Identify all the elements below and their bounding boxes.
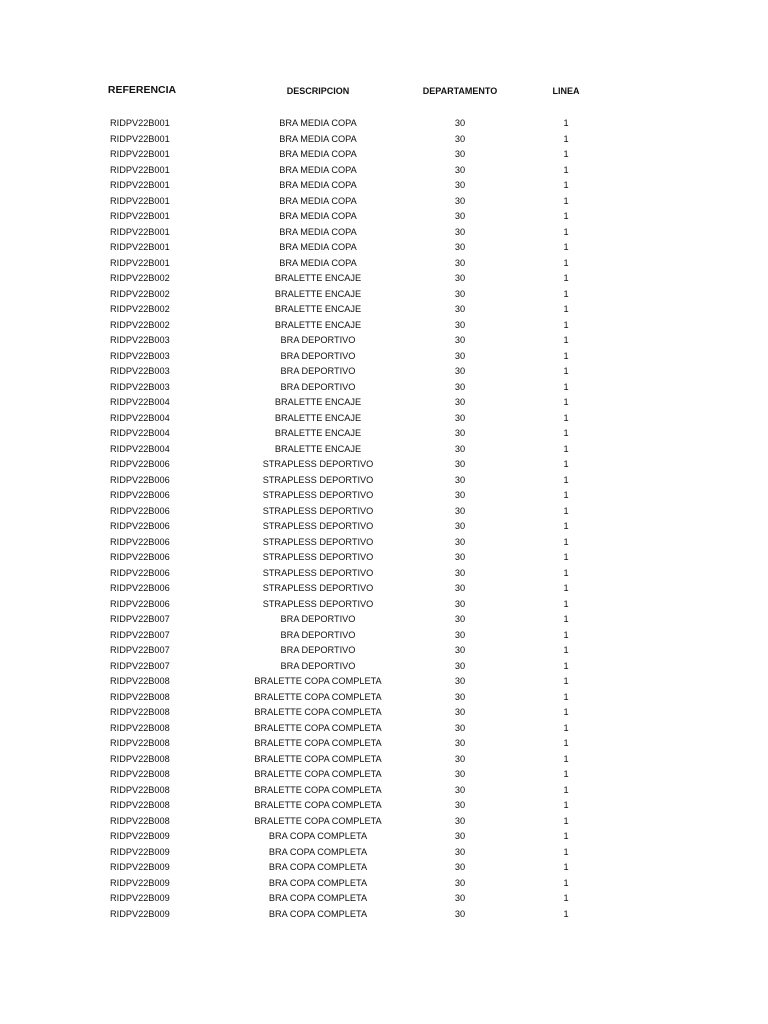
cell-referencia: RIDPV22B007 bbox=[110, 614, 170, 624]
cell-linea: 1 bbox=[563, 567, 569, 578]
cell-referencia: RIDPV22B006 bbox=[110, 598, 170, 609]
table-row bbox=[0, 426, 768, 442]
cell-departamento: 30 bbox=[454, 536, 466, 547]
cell-linea: 1 bbox=[563, 428, 569, 438]
cell-linea: 1 bbox=[563, 164, 569, 175]
table-row bbox=[0, 628, 768, 644]
table-row bbox=[0, 302, 768, 318]
cell-linea: 1 bbox=[563, 629, 569, 640]
cell-linea: 1 bbox=[563, 753, 569, 764]
cell-linea: 1 bbox=[563, 583, 569, 593]
cell-descripcion: STRAPLESS DEPORTIVO bbox=[262, 583, 374, 593]
cell-linea: 1 bbox=[563, 846, 569, 857]
cell-descripcion: STRAPLESS DEPORTIVO bbox=[262, 598, 374, 609]
cell-descripcion: BRALETTE ENCAJE bbox=[274, 443, 362, 454]
cell-referencia: RIDPV22B001 bbox=[110, 149, 170, 159]
cell-linea: 1 bbox=[563, 335, 569, 345]
cell-referencia: RIDPV22B006 bbox=[110, 567, 170, 578]
cell-departamento: 30 bbox=[454, 707, 466, 717]
cell-referencia: RIDPV22B004 bbox=[110, 412, 170, 423]
cell-linea: 1 bbox=[563, 242, 569, 252]
cell-departamento: 30 bbox=[454, 521, 466, 531]
table-row bbox=[0, 643, 768, 659]
cell-descripcion: BRA MEDIA COPA bbox=[279, 164, 357, 175]
cell-linea: 1 bbox=[563, 660, 569, 671]
cell-descripcion: BRALETTE COPA COMPLETA bbox=[254, 815, 382, 826]
cell-departamento: 30 bbox=[454, 335, 466, 345]
table-row bbox=[0, 721, 768, 737]
cell-departamento: 30 bbox=[454, 195, 466, 206]
cell-departamento: 30 bbox=[454, 645, 466, 655]
cell-referencia: RIDPV22B001 bbox=[110, 226, 170, 237]
cell-referencia: RIDPV22B003 bbox=[110, 350, 170, 361]
cell-descripcion: BRA MEDIA COPA bbox=[279, 211, 357, 221]
table-row bbox=[0, 829, 768, 845]
cell-departamento: 30 bbox=[454, 862, 466, 872]
cell-descripcion: BRA MEDIA COPA bbox=[279, 180, 357, 190]
cell-linea: 1 bbox=[563, 443, 569, 454]
cell-descripcion: BRA DEPORTIVO bbox=[280, 660, 356, 671]
table-row bbox=[0, 798, 768, 814]
cell-descripcion: BRALETTE COPA COMPLETA bbox=[254, 784, 382, 795]
cell-descripcion: BRA MEDIA COPA bbox=[279, 195, 357, 206]
cell-descripcion: BRA DEPORTIVO bbox=[280, 629, 356, 640]
cell-descripcion: BRALETTE ENCAJE bbox=[274, 428, 362, 438]
cell-linea: 1 bbox=[563, 288, 569, 299]
table-row bbox=[0, 876, 768, 892]
cell-departamento: 30 bbox=[454, 505, 466, 516]
cell-departamento: 30 bbox=[454, 412, 466, 423]
cell-descripcion: BRA COPA COMPLETA bbox=[268, 877, 368, 888]
cell-referencia: RIDPV22B008 bbox=[110, 676, 170, 686]
cell-referencia: RIDPV22B004 bbox=[110, 443, 170, 454]
cell-descripcion: BRA COPA COMPLETA bbox=[268, 831, 368, 841]
cell-descripcion: BRALETTE ENCAJE bbox=[274, 319, 362, 330]
cell-descripcion: STRAPLESS DEPORTIVO bbox=[262, 459, 374, 469]
cell-departamento: 30 bbox=[454, 304, 466, 314]
cell-departamento: 30 bbox=[454, 753, 466, 764]
cell-descripcion: STRAPLESS DEPORTIVO bbox=[262, 567, 374, 578]
cell-referencia: RIDPV22B006 bbox=[110, 459, 170, 469]
cell-referencia: RIDPV22B008 bbox=[110, 722, 170, 733]
table-row bbox=[0, 116, 768, 132]
table-row bbox=[0, 349, 768, 365]
cell-departamento: 30 bbox=[454, 350, 466, 361]
cell-linea: 1 bbox=[563, 598, 569, 609]
table-row bbox=[0, 690, 768, 706]
cell-departamento: 30 bbox=[454, 397, 466, 407]
table-row bbox=[0, 519, 768, 535]
table-row bbox=[0, 287, 768, 303]
cell-departamento: 30 bbox=[454, 164, 466, 175]
cell-linea: 1 bbox=[563, 800, 569, 810]
cell-descripcion: BRA DEPORTIVO bbox=[280, 350, 356, 361]
cell-departamento: 30 bbox=[454, 552, 466, 562]
cell-referencia: RIDPV22B001 bbox=[110, 195, 170, 206]
column-header-departamento: DEPARTAMENTO bbox=[422, 86, 498, 96]
cell-departamento: 30 bbox=[454, 583, 466, 593]
table-row bbox=[0, 225, 768, 241]
cell-linea: 1 bbox=[563, 319, 569, 330]
cell-linea: 1 bbox=[563, 118, 569, 128]
cell-descripcion: BRALETTE ENCAJE bbox=[274, 397, 362, 407]
cell-referencia: RIDPV22B008 bbox=[110, 800, 170, 810]
cell-referencia: RIDPV22B007 bbox=[110, 660, 170, 671]
cell-linea: 1 bbox=[563, 738, 569, 748]
cell-linea: 1 bbox=[563, 784, 569, 795]
table-row bbox=[0, 147, 768, 163]
cell-referencia: RIDPV22B001 bbox=[110, 180, 170, 190]
cell-referencia: RIDPV22B006 bbox=[110, 505, 170, 516]
cell-linea: 1 bbox=[563, 273, 569, 283]
cell-linea: 1 bbox=[563, 257, 569, 268]
table-row bbox=[0, 163, 768, 179]
cell-linea: 1 bbox=[563, 691, 569, 702]
cell-departamento: 30 bbox=[454, 769, 466, 779]
cell-linea: 1 bbox=[563, 722, 569, 733]
table-row bbox=[0, 132, 768, 148]
cell-linea: 1 bbox=[563, 536, 569, 547]
table-row bbox=[0, 736, 768, 752]
cell-departamento: 30 bbox=[454, 831, 466, 841]
cell-referencia: RIDPV22B006 bbox=[110, 490, 170, 500]
cell-linea: 1 bbox=[563, 707, 569, 717]
cell-referencia: RIDPV22B001 bbox=[110, 211, 170, 221]
cell-departamento: 30 bbox=[454, 660, 466, 671]
cell-referencia: RIDPV22B003 bbox=[110, 366, 170, 376]
table-row bbox=[0, 550, 768, 566]
cell-descripcion: BRA MEDIA COPA bbox=[279, 149, 357, 159]
cell-linea: 1 bbox=[563, 350, 569, 361]
cell-linea: 1 bbox=[563, 908, 569, 919]
column-header-descripcion: DESCRIPCION bbox=[286, 86, 350, 96]
cell-referencia: RIDPV22B008 bbox=[110, 815, 170, 826]
table-row bbox=[0, 597, 768, 613]
cell-linea: 1 bbox=[563, 195, 569, 206]
cell-descripcion: STRAPLESS DEPORTIVO bbox=[262, 474, 374, 485]
cell-referencia: RIDPV22B008 bbox=[110, 784, 170, 795]
cell-linea: 1 bbox=[563, 893, 569, 903]
cell-referencia: RIDPV22B001 bbox=[110, 118, 170, 128]
cell-departamento: 30 bbox=[454, 629, 466, 640]
cell-linea: 1 bbox=[563, 133, 569, 144]
cell-descripcion: BRA DEPORTIVO bbox=[280, 614, 356, 624]
cell-departamento: 30 bbox=[454, 133, 466, 144]
table-row bbox=[0, 845, 768, 861]
cell-referencia: RIDPV22B009 bbox=[110, 893, 170, 903]
cell-linea: 1 bbox=[563, 149, 569, 159]
cell-referencia: RIDPV22B008 bbox=[110, 691, 170, 702]
cell-departamento: 30 bbox=[454, 738, 466, 748]
cell-descripcion: BRA COPA COMPLETA bbox=[268, 846, 368, 857]
cell-departamento: 30 bbox=[454, 877, 466, 888]
cell-descripcion: STRAPLESS DEPORTIVO bbox=[262, 552, 374, 562]
cell-linea: 1 bbox=[563, 862, 569, 872]
table-row bbox=[0, 612, 768, 628]
cell-linea: 1 bbox=[563, 474, 569, 485]
cell-linea: 1 bbox=[563, 831, 569, 841]
cell-referencia: RIDPV22B001 bbox=[110, 133, 170, 144]
cell-linea: 1 bbox=[563, 614, 569, 624]
cell-linea: 1 bbox=[563, 211, 569, 221]
table-row bbox=[0, 473, 768, 489]
table-row bbox=[0, 907, 768, 923]
table-row bbox=[0, 240, 768, 256]
table-row bbox=[0, 860, 768, 876]
cell-descripcion: BRALETTE COPA COMPLETA bbox=[254, 676, 382, 686]
cell-departamento: 30 bbox=[454, 598, 466, 609]
table-row bbox=[0, 814, 768, 830]
cell-departamento: 30 bbox=[454, 676, 466, 686]
cell-descripcion: BRALETTE COPA COMPLETA bbox=[254, 738, 382, 748]
cell-descripcion: BRA MEDIA COPA bbox=[279, 257, 357, 268]
cell-descripcion: BRA DEPORTIVO bbox=[280, 335, 356, 345]
table-body bbox=[0, 116, 768, 922]
cell-linea: 1 bbox=[563, 180, 569, 190]
cell-departamento: 30 bbox=[454, 567, 466, 578]
cell-departamento: 30 bbox=[454, 490, 466, 500]
cell-departamento: 30 bbox=[454, 226, 466, 237]
cell-descripcion: STRAPLESS DEPORTIVO bbox=[262, 536, 374, 547]
cell-linea: 1 bbox=[563, 226, 569, 237]
cell-referencia: RIDPV22B006 bbox=[110, 521, 170, 531]
cell-referencia: RIDPV22B002 bbox=[110, 288, 170, 299]
cell-descripcion: BRA DEPORTIVO bbox=[280, 381, 356, 392]
cell-referencia: RIDPV22B001 bbox=[110, 257, 170, 268]
cell-descripcion: BRALETTE ENCAJE bbox=[274, 412, 362, 423]
cell-descripcion: BRA MEDIA COPA bbox=[279, 226, 357, 237]
table-row bbox=[0, 566, 768, 582]
table-row bbox=[0, 504, 768, 520]
table-row bbox=[0, 364, 768, 380]
cell-departamento: 30 bbox=[454, 319, 466, 330]
table-row bbox=[0, 256, 768, 272]
cell-departamento: 30 bbox=[454, 908, 466, 919]
table-row bbox=[0, 783, 768, 799]
cell-departamento: 30 bbox=[454, 459, 466, 469]
cell-linea: 1 bbox=[563, 304, 569, 314]
cell-departamento: 30 bbox=[454, 257, 466, 268]
cell-descripcion: BRALETTE COPA COMPLETA bbox=[254, 769, 382, 779]
cell-linea: 1 bbox=[563, 490, 569, 500]
cell-referencia: RIDPV22B004 bbox=[110, 428, 170, 438]
cell-descripcion: BRALETTE COPA COMPLETA bbox=[254, 722, 382, 733]
cell-linea: 1 bbox=[563, 381, 569, 392]
cell-referencia: RIDPV22B002 bbox=[110, 304, 170, 314]
cell-linea: 1 bbox=[563, 412, 569, 423]
cell-departamento: 30 bbox=[454, 149, 466, 159]
table-header-row bbox=[0, 84, 768, 100]
table-row bbox=[0, 271, 768, 287]
cell-descripcion: BRALETTE ENCAJE bbox=[274, 288, 362, 299]
cell-departamento: 30 bbox=[454, 474, 466, 485]
cell-descripcion: BRA COPA COMPLETA bbox=[268, 908, 368, 919]
table-row bbox=[0, 178, 768, 194]
table-row bbox=[0, 194, 768, 210]
cell-descripcion: BRALETTE COPA COMPLETA bbox=[254, 691, 382, 702]
cell-departamento: 30 bbox=[454, 180, 466, 190]
cell-referencia: RIDPV22B006 bbox=[110, 536, 170, 547]
cell-descripcion: BRA DEPORTIVO bbox=[280, 366, 356, 376]
cell-departamento: 30 bbox=[454, 800, 466, 810]
cell-departamento: 30 bbox=[454, 893, 466, 903]
cell-descripcion: BRA MEDIA COPA bbox=[279, 133, 357, 144]
cell-referencia: RIDPV22B003 bbox=[110, 381, 170, 392]
cell-linea: 1 bbox=[563, 815, 569, 826]
table-row bbox=[0, 380, 768, 396]
table-row bbox=[0, 581, 768, 597]
table-row bbox=[0, 659, 768, 675]
cell-departamento: 30 bbox=[454, 381, 466, 392]
cell-referencia: RIDPV22B009 bbox=[110, 862, 170, 872]
table-row bbox=[0, 674, 768, 690]
cell-referencia: RIDPV22B002 bbox=[110, 319, 170, 330]
cell-departamento: 30 bbox=[454, 443, 466, 454]
cell-linea: 1 bbox=[563, 366, 569, 376]
cell-departamento: 30 bbox=[454, 722, 466, 733]
table-row bbox=[0, 411, 768, 427]
cell-departamento: 30 bbox=[454, 366, 466, 376]
cell-departamento: 30 bbox=[454, 691, 466, 702]
cell-descripcion: BRALETTE COPA COMPLETA bbox=[254, 753, 382, 764]
cell-referencia: RIDPV22B006 bbox=[110, 552, 170, 562]
cell-descripcion: BRA MEDIA COPA bbox=[279, 242, 357, 252]
cell-descripcion: BRA COPA COMPLETA bbox=[268, 893, 368, 903]
cell-descripcion: BRALETTE COPA COMPLETA bbox=[254, 800, 382, 810]
cell-descripcion: BRA MEDIA COPA bbox=[279, 118, 357, 128]
cell-departamento: 30 bbox=[454, 815, 466, 826]
table-row bbox=[0, 488, 768, 504]
cell-departamento: 30 bbox=[454, 846, 466, 857]
table-row bbox=[0, 457, 768, 473]
cell-linea: 1 bbox=[563, 769, 569, 779]
cell-departamento: 30 bbox=[454, 211, 466, 221]
cell-referencia: RIDPV22B009 bbox=[110, 846, 170, 857]
cell-linea: 1 bbox=[563, 505, 569, 516]
cell-departamento: 30 bbox=[454, 428, 466, 438]
cell-referencia: RIDPV22B008 bbox=[110, 738, 170, 748]
cell-descripcion: BRALETTE ENCAJE bbox=[274, 304, 362, 314]
table-row bbox=[0, 395, 768, 411]
cell-linea: 1 bbox=[563, 521, 569, 531]
cell-descripcion: STRAPLESS DEPORTIVO bbox=[262, 505, 374, 516]
cell-linea: 1 bbox=[563, 459, 569, 469]
cell-referencia: RIDPV22B006 bbox=[110, 474, 170, 485]
cell-referencia: RIDPV22B008 bbox=[110, 707, 170, 717]
cell-descripcion: BRA DEPORTIVO bbox=[280, 645, 356, 655]
table-row bbox=[0, 752, 768, 768]
cell-referencia: RIDPV22B009 bbox=[110, 908, 170, 919]
cell-linea: 1 bbox=[563, 877, 569, 888]
cell-linea: 1 bbox=[563, 645, 569, 655]
cell-departamento: 30 bbox=[454, 273, 466, 283]
cell-departamento: 30 bbox=[454, 288, 466, 299]
cell-descripcion: BRALETTE ENCAJE bbox=[274, 273, 362, 283]
cell-departamento: 30 bbox=[454, 118, 466, 128]
table-row bbox=[0, 705, 768, 721]
table-row bbox=[0, 442, 768, 458]
cell-referencia: RIDPV22B003 bbox=[110, 335, 170, 345]
cell-referencia: RIDPV22B001 bbox=[110, 164, 170, 175]
table-row bbox=[0, 318, 768, 334]
cell-referencia: RIDPV22B002 bbox=[110, 273, 170, 283]
cell-referencia: RIDPV22B009 bbox=[110, 877, 170, 888]
cell-descripcion: BRALETTE COPA COMPLETA bbox=[254, 707, 382, 717]
cell-referencia: RIDPV22B004 bbox=[110, 397, 170, 407]
cell-departamento: 30 bbox=[454, 784, 466, 795]
cell-linea: 1 bbox=[563, 397, 569, 407]
cell-linea: 1 bbox=[563, 552, 569, 562]
cell-linea: 1 bbox=[563, 676, 569, 686]
cell-descripcion: STRAPLESS DEPORTIVO bbox=[262, 521, 374, 531]
cell-referencia: RIDPV22B007 bbox=[110, 629, 170, 640]
table-row bbox=[0, 767, 768, 783]
cell-departamento: 30 bbox=[454, 614, 466, 624]
cell-departamento: 30 bbox=[454, 242, 466, 252]
cell-descripcion: STRAPLESS DEPORTIVO bbox=[262, 490, 374, 500]
cell-referencia: RIDPV22B007 bbox=[110, 645, 170, 655]
cell-referencia: RIDPV22B008 bbox=[110, 769, 170, 779]
cell-referencia: RIDPV22B006 bbox=[110, 583, 170, 593]
column-header-linea: LINEA bbox=[552, 86, 580, 96]
cell-descripcion: BRA COPA COMPLETA bbox=[268, 862, 368, 872]
cell-referencia: RIDPV22B001 bbox=[110, 242, 170, 252]
table-row bbox=[0, 535, 768, 551]
table-row bbox=[0, 209, 768, 225]
cell-referencia: RIDPV22B008 bbox=[110, 753, 170, 764]
column-header-referencia: REFERENCIA bbox=[107, 84, 177, 96]
table-row bbox=[0, 333, 768, 349]
cell-referencia: RIDPV22B009 bbox=[110, 831, 170, 841]
table-row bbox=[0, 891, 768, 907]
